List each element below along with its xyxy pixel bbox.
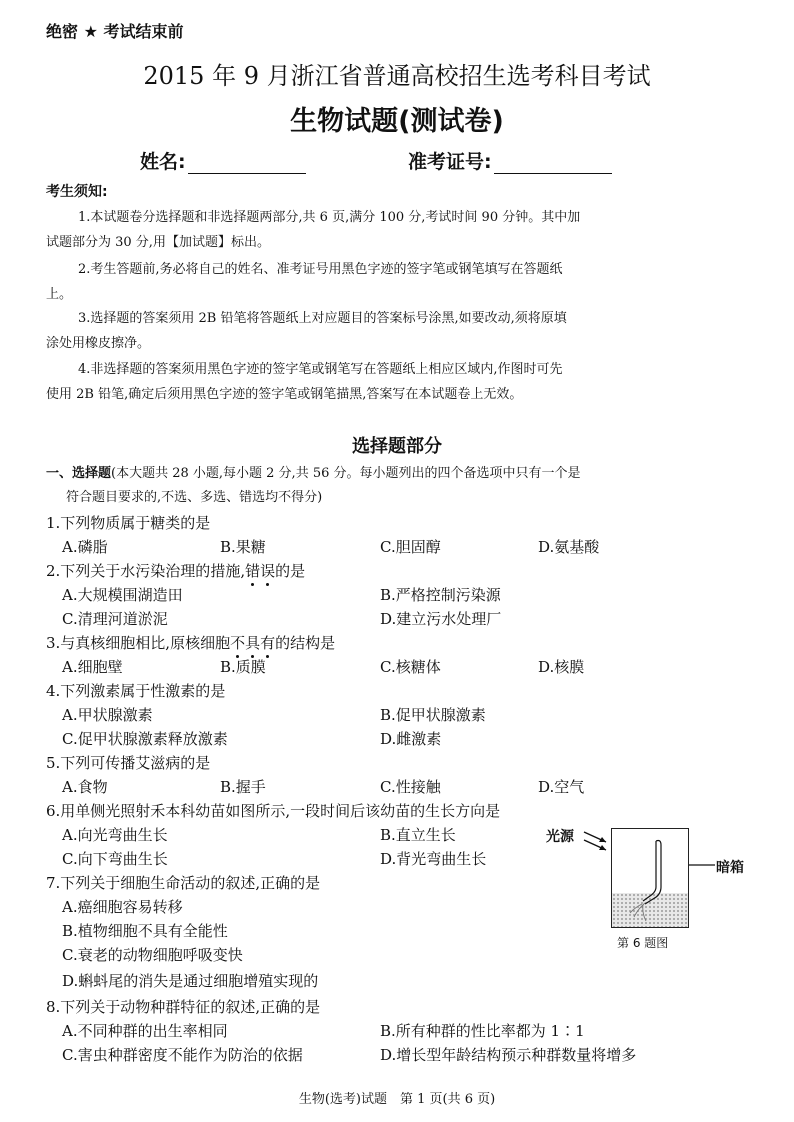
q5-option-c: C.性接触 xyxy=(380,778,441,796)
notice-item-3-line-1: 3.选择题的答案须用 2B 铅笔将答题纸上对应题目的答案标号涂黑,如要改动,须将原填 xyxy=(78,311,567,326)
light-source-label: 光源 xyxy=(546,829,574,845)
box-pointer-line xyxy=(689,862,715,868)
id-field xyxy=(408,147,612,174)
light-arrows-icon xyxy=(582,828,612,854)
q2-emphasis-2: 误 xyxy=(260,562,276,580)
q6-option-d: D.背光弯曲生长 xyxy=(380,850,487,868)
q8-stem: 8.下列关于动物种群特征的叙述,正确的是 xyxy=(46,998,321,1016)
section-title: 选择题部分 xyxy=(352,436,442,457)
q2-option-c: C.清理河道淤泥 xyxy=(62,610,168,628)
q2-emphasis-1: 错 xyxy=(245,562,261,580)
q4-option-c: C.促甲状腺激素释放激素 xyxy=(62,730,228,748)
q3-emphasis-3: 有 xyxy=(260,634,276,652)
page-footer: 生物(选考)试题 第 1 页(共 6 页) xyxy=(298,1092,496,1107)
figure-caption: 第 6 题图 xyxy=(617,936,669,950)
q6-stem: 6.用单侧光照射禾本科幼苗如图所示,一段时间后该幼苗的生长方向是 xyxy=(46,802,501,820)
q2-option-a: A.大规模围湖造田 xyxy=(62,586,183,604)
secrecy-mark: 绝密 ★ 考试结束前 xyxy=(46,22,184,41)
id-label: 准考证号: xyxy=(408,151,492,173)
q5-option-a: A.食物 xyxy=(62,778,108,796)
q4-stem: 4.下列激素属于性激素的是 xyxy=(46,682,226,700)
q4-option-a: A.甲状腺激素 xyxy=(62,706,153,724)
q3-option-b: B.质膜 xyxy=(220,658,266,676)
notice-item-1-line-1: 1.本试题卷分选择题和非选择题两部分,共 6 页,满分 100 分,考试时间 90 分钟。其中加 xyxy=(78,210,581,225)
notice-title: 考生须知: xyxy=(46,184,108,200)
q7-option-a: A.癌细胞容易转移 xyxy=(62,898,183,916)
q7-option-c: C.衰老的动物细胞呼吸变快 xyxy=(62,946,243,964)
q4-option-d: D.雌激素 xyxy=(380,730,442,748)
q2-option-d: D.建立污水处理厂 xyxy=(380,610,502,628)
q3-stem-pre: 3.与真核细胞相比,原核细胞 xyxy=(46,634,231,652)
dark-box-label: 暗箱 xyxy=(716,860,744,876)
q6-option-c: C.向下弯曲生长 xyxy=(62,850,168,868)
q7-option-b: B.植物细胞不具有全能性 xyxy=(62,922,228,940)
q2-stem xyxy=(46,560,305,581)
q3-option-a: A.细胞壁 xyxy=(62,658,123,676)
q4-option-b: B.促甲状腺激素 xyxy=(380,706,486,724)
q1-option-d: D.氨基酸 xyxy=(538,538,600,556)
name-label: 姓名: xyxy=(140,151,186,173)
name-field xyxy=(140,147,306,174)
q3-option-d: D.核膜 xyxy=(538,658,585,676)
q3-stem xyxy=(46,632,335,653)
q1-stem: 1.下列物质属于糖类的是 xyxy=(46,514,211,532)
name-blank xyxy=(188,156,306,174)
q8-option-a: A.不同种群的出生率相同 xyxy=(62,1022,228,1040)
q5-stem: 5.下列可传播艾滋病的是 xyxy=(46,754,211,772)
q8-option-b: B.所有种群的性比率都为 1∶1 xyxy=(380,1022,585,1040)
part-label: 一、选择题 xyxy=(46,466,112,481)
notice-item-4-line-1: 4.非选择题的答案须用黑色字迹的签字笔或钢笔写在答题纸上相应区域内,作图时可先 xyxy=(78,362,563,377)
q3-emphasis-1: 不 xyxy=(230,634,246,652)
notice-item-3-line-2: 涂处用橡皮擦净。 xyxy=(46,336,151,351)
q5-option-b: B.握手 xyxy=(220,778,266,796)
q1-option-c: C.胆固醇 xyxy=(380,538,441,556)
q3-option-c: C.核糖体 xyxy=(380,658,441,676)
part-desc-1: (本大题共 28 小题,每小题 2 分,共 56 分。每小题列出的四个备选项中只有一个是 xyxy=(111,466,581,481)
q6-option-b: B.直立生长 xyxy=(380,826,456,844)
q1-option-b: B.果糖 xyxy=(220,538,266,556)
q8-option-c: C.害虫种群密度不能作为防治的依据 xyxy=(62,1046,303,1064)
q6-option-a: A.向光弯曲生长 xyxy=(62,826,168,844)
q7-option-d: D.蝌蚪尾的消失是通过细胞增殖实现的 xyxy=(62,972,319,990)
q1-option-a: A.磷脂 xyxy=(62,538,108,556)
notice-item-2-line-2: 上。 xyxy=(46,287,73,302)
q3-stem-post: 的结构是 xyxy=(275,634,336,652)
dark-box xyxy=(611,828,689,928)
exam-title: 2015 年 9 月浙江省普通高校招生选考科目考试 xyxy=(143,62,651,90)
part-desc-2: 符合题目要求的,不选、多选、错选均不得分) xyxy=(66,490,323,505)
notice-item-4-line-2: 使用 2B 铅笔,确定后须用黑色字迹的签字笔或钢笔描黑,答案写在本试题卷上无效。 xyxy=(46,387,523,402)
q2-stem-post: 的是 xyxy=(275,562,306,580)
q2-option-b: B.严格控制污染源 xyxy=(380,586,501,604)
q7-stem: 7.下列关于细胞生命活动的叙述,正确的是 xyxy=(46,874,321,892)
seedling-icon xyxy=(612,829,690,929)
subject-title: 生物试题(测试卷) xyxy=(290,106,504,137)
id-blank xyxy=(494,156,612,174)
q5-option-d: D.空气 xyxy=(538,778,585,796)
q3-emphasis-2: 具 xyxy=(245,634,261,652)
q2-stem-pre: 2.下列关于水污染治理的措施, xyxy=(46,562,246,580)
notice-item-2-line-1: 2.考生答题前,务必将自己的姓名、准考证号用黑色字迹的签字笔或钢笔填写在答题纸 xyxy=(78,262,563,277)
notice-item-1-line-2: 试题部分为 30 分,用【加试题】标出。 xyxy=(46,235,270,250)
q8-option-d: D.增长型年龄结构预示种群数量将增多 xyxy=(380,1046,637,1064)
part-intro xyxy=(46,462,581,481)
